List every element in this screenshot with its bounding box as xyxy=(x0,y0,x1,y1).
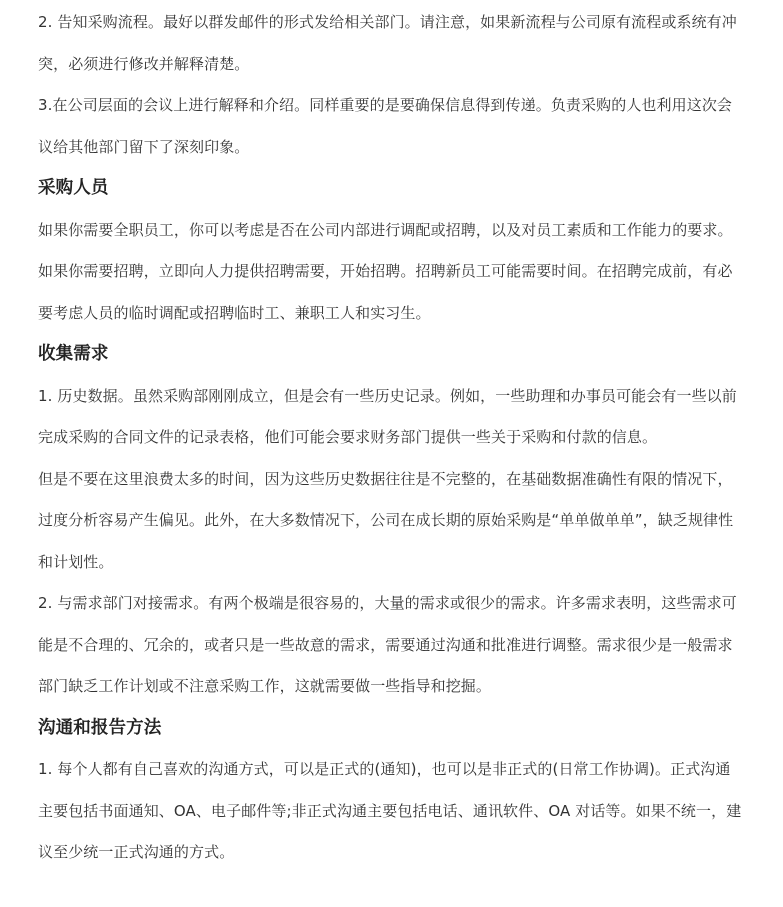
paragraph-historical-data: 1. 历史数据。虽然采购部刚刚成立，但是会有一些历史记录。例如，一些助理和办事员可能会有一些以前完成采购的合同文件的记录表格，他们可能会要求财务部门提供一些关于采购和付款的信息。 xyxy=(38,386,737,446)
paragraph-communication-style: 1. 每个人都有自己喜欢的沟通方式，可以是正式的(通知)，也可以是非正式的(日常工作协调)。正式沟通主要包括书面通知、OA、电子邮件等;非正式沟通主要包括电话、通讯软件、OA 对话等。如果不统一，建议至少统一正式沟通的方式。 xyxy=(38,760,742,861)
paragraph-data-caveat: 但是不要在这里浪费太多的时间，因为这些历史数据往往是不完整的，在基础数据准确性有限的情况下，过度分析容易产生偏见。此外，在大多数情况下，公司在成长期的原始采购是“单单做单单”，缺乏规律性和计划性。 xyxy=(38,469,734,571)
paragraph-demand-departments: 2. 与需求部门对接需求。有两个极端是很容易的，大量的需求或很少的需求。许多需求表明，这些需求可能是不合理的、冗余的，或者只是一些故意的需求，需要通过沟通和批准进行调整。需求很少是一般需求部门缺乏工作计划或不注意采购工作，这就需要做一些指导和挖掘。 xyxy=(38,594,737,695)
heading-purchasing-staff: 采购人员 xyxy=(38,178,109,198)
paragraph-company-meeting: 3.在公司层面的会议上进行解释和介绍。同样重要的是要确保信息得到传递。负责采购的人也利用这次会议给其他部门留下了深刻印象。 xyxy=(38,96,733,156)
heading-collect-requirements: 收集需求 xyxy=(38,344,109,364)
article-body xyxy=(38,2,744,874)
paragraph-staff-recruitment: 如果你需要全职员工，你可以考虑是否在公司内部进行调配或招聘，以及对员工素质和工作能力的要求。如果你需要招聘，立即向人力提供招聘需要，开始招聘。招聘新员工可能需要时间。在招聘完成前，有必要考虑人员的临时调配或招聘临时工、兼职工人和实习生。 xyxy=(38,220,733,322)
paragraph-notify-process: 2. 告知采购流程。最好以群发邮件的形式发给相关部门。请注意，如果新流程与公司原有流程或系统有冲突，必须进行修改并解释清楚。 xyxy=(38,13,737,73)
heading-communication-methods: 沟通和报告方法 xyxy=(38,717,162,738)
